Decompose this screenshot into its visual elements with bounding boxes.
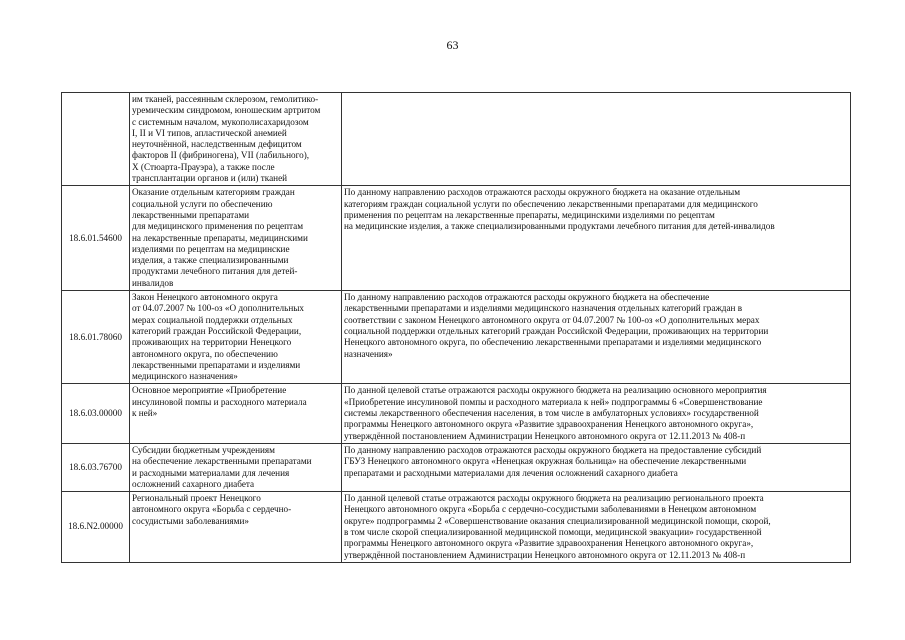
row-name: [130, 291, 342, 384]
name-line: автономного округа, по обеспечению: [132, 348, 278, 359]
row-code: 18.6.01.78060: [62, 291, 130, 384]
row-description: [342, 186, 851, 291]
name-line: для медицинского применения по рецептам: [132, 221, 304, 232]
table-row: [62, 93, 851, 186]
name-line: сосудистыми заболеваниями»: [132, 515, 249, 526]
name-line: с системным началом, мукополисахаридозом: [132, 116, 309, 127]
row-name: [130, 384, 342, 443]
name-line: Закон Ненецкого автономного округа: [132, 292, 278, 303]
description-line: на медицинские изделия, а также специализированными продуктами лечебного питания для детей-инвалидов: [344, 221, 775, 232]
row-name: [130, 93, 342, 186]
name-line: на лекарственные препараты, медицинскими: [132, 232, 308, 243]
description-line: препаратами и расходными материалами для лечения осложнений сахарного диабета: [344, 467, 678, 478]
description-line: социальной поддержки отдельных категорий граждан Российской Федерации, проживающих на территории: [344, 325, 769, 336]
name-line: факторов II (фибриногена), VII (лабильного),: [132, 150, 310, 161]
name-line: инвалидов: [132, 277, 174, 288]
name-line: инсулиновой помпы и расходного материала: [132, 396, 307, 407]
row-description: [342, 291, 851, 384]
name-line: на обеспечение лекарственными препаратами: [132, 456, 312, 467]
name-line: Оказание отдельным категориям граждан: [132, 187, 295, 198]
name-line: медицинского назначения»: [132, 371, 238, 382]
description-line: в том числе скорой специализированной медицинской помощи, медицинской эвакуации» государственной: [344, 526, 762, 537]
row-code: 18.6.03.00000: [62, 384, 130, 443]
row-code: 18.6.03.76700: [62, 443, 130, 491]
description-line: По данной целевой статье отражаются расходы окружного бюджета на реализацию основного мероприятия: [344, 385, 767, 396]
row-code: [62, 93, 130, 186]
description-line: утверждённой постановлением Администрации Ненецкого автономного округа от 12.11.2013 № 408-п: [344, 549, 746, 560]
description-line: ГБУЗ Ненецкого автономного округа «Ненецкая окружная больница» на обеспечение лекарственными: [344, 456, 747, 467]
name-line: трансплантации органов и (или) тканей: [132, 173, 288, 184]
description-line: округе» подпрограммы 2 «Совершенствование оказания специализированной медицинской помощи, скорой,: [344, 515, 771, 526]
description-line: утверждённой постановлением Администрации Ненецкого автономного округа от 12.11.2013 № 408-п: [344, 430, 746, 441]
name-line: продуктами лечебного питания для детей-: [132, 266, 298, 277]
description-line: категориям граждан социальной услуги по обеспечению лекарственными препаратами для медицинского: [344, 198, 758, 209]
row-name: [130, 492, 342, 563]
description-line: По данному направлению расходов отражаются расходы окружного бюджета на обеспечение: [344, 292, 710, 303]
row-description: [342, 93, 851, 186]
row-name: [130, 186, 342, 291]
description-line: По данной целевой статье отражаются расходы окружного бюджета на реализацию регионального проекта: [344, 493, 764, 504]
description-line: программы Ненецкого автономного округа «Развитие здравоохранения Ненецкого автономного округа»,: [344, 419, 754, 430]
description-line: Ненецкого автономного округа, по обеспечению лекарственными препаратами и изделиями медицинского: [344, 337, 762, 348]
name-line: Основное мероприятие «Приобретение: [132, 385, 287, 396]
description-line: применения по рецептам на лекарственные препараты, медицинскими изделиями по рецептам: [344, 209, 715, 220]
row-code: 18.6.01.54600: [62, 186, 130, 291]
table-row: [62, 291, 851, 384]
name-line: уремическим синдромом, юношеским артритом: [132, 105, 321, 116]
name-line: и расходными материалами для лечения: [132, 467, 290, 478]
row-description: [342, 492, 851, 563]
description-line: По данному направлению расходов отражаются расходы окружного бюджета на оказание отдельным: [344, 187, 741, 198]
name-line: I, II и VI типов, апластической анемией: [132, 127, 287, 138]
description-line: лекарственными препаратами и изделиями медицинского назначения отдельных категорий граждан в: [344, 303, 743, 314]
description-line: По данному направлению расходов отражаются расходы окружного бюджета на предоставление субсидий: [344, 444, 762, 455]
name-line: автономного округа «Борьба с сердечно-: [132, 504, 292, 515]
name-line: им тканей, рассеянным склерозом, гемолитико-: [132, 94, 319, 104]
description-line: назначения»: [344, 348, 393, 359]
description-line: «Приобретение инсулиновой помпы и расходного материала к ней» подпрограммы 6 «Совершенствование: [344, 396, 763, 407]
row-name: [130, 443, 342, 491]
name-line: Региональный проект Ненецкого: [132, 493, 261, 504]
name-line: к ней»: [132, 408, 158, 419]
name-line: лекарственными препаратами: [132, 209, 250, 220]
page-number: 63: [446, 38, 459, 52]
name-line: лекарственными препаратами и изделиями: [132, 359, 301, 370]
name-line: Субсидии бюджетным учреждениям: [132, 444, 275, 455]
name-line: неуточнённой, наследственным дефицитом: [132, 139, 302, 150]
row-description: [342, 443, 851, 491]
description-line: системы лекарственного обеспечения населения, в том числе в амбулаторных условиях» государственной: [344, 408, 759, 419]
budget-classification-table: [61, 92, 851, 563]
name-line: проживающих на территории Ненецкого: [132, 337, 292, 348]
name-line: осложнений сахарного диабета: [132, 478, 255, 489]
name-line: от 04.07.2007 № 100-оз «О дополнительных: [132, 303, 305, 314]
name-line: изделия, а также специализированными: [132, 255, 289, 266]
description-line: программы Ненецкого автономного округа «Развитие здравоохранения Ненецкого автономного округа»,: [344, 538, 754, 549]
description-line: соответствии с законом Ненецкого автономного округа от 04.07.2007 № 100-оз «О дополнительных мерах: [344, 314, 760, 325]
name-line: социальной услуги по обеспечению: [132, 198, 273, 209]
name-line: изделиями по рецептам на медицинские: [132, 243, 290, 254]
description-line: Ненецкого автономного округа «Борьба с сердечно-сосудистыми заболеваниями в Ненецком автономном: [344, 504, 757, 515]
table-row: [62, 186, 851, 291]
table-row: [62, 384, 851, 443]
name-line: мерах социальной поддержки отдельных: [132, 314, 293, 325]
name-line: X (Стюарта-Прауэра), а также после: [132, 161, 275, 172]
name-line: категорий граждан Российской Федерации,: [132, 325, 302, 336]
row-code: 18.6.N2.00000: [62, 492, 130, 563]
row-description: [342, 384, 851, 443]
table-row: [62, 443, 851, 491]
table-row: [62, 492, 851, 563]
